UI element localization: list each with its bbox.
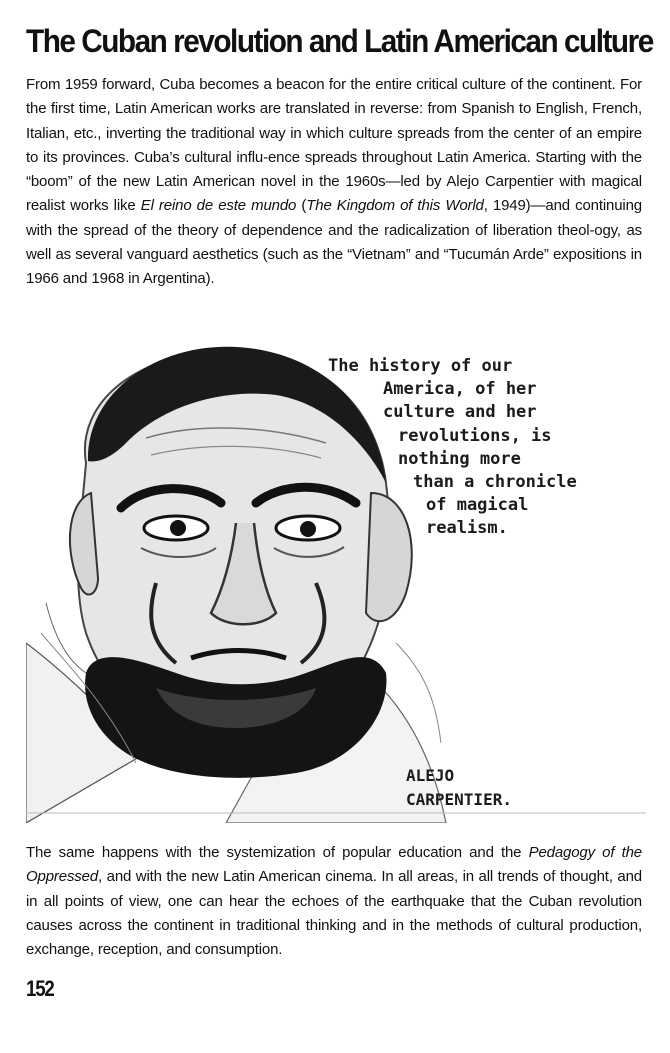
book-title-spanish: El reino de este mundo — [140, 197, 297, 215]
book-title-english: The Kingdom of this World — [306, 197, 484, 215]
intro-text-1: From 1959 forward, Cuba becomes a beacon for the entire critical culture of the continent. For the first time, Latin American works are translated in reverse: from Spanish to English, French, Italian, etc., inverting the traditional way in which culture spreads from the center of an empire to its provinces. Cuba’s cultural influ-ence spreads throughout Latin America. Starting with the “boom” of the new Latin American novel in the 1960s—led by Alejo Carpentier with magical realist works like — [26, 76, 642, 215]
quote-line: revolutions, is — [398, 425, 552, 446]
page-number: 152 — [26, 976, 54, 1001]
quote-line: realism. — [426, 518, 508, 539]
caption-last-name: CARPENTIER. — [406, 790, 512, 809]
carpentier-illustration — [26, 343, 646, 823]
page-title: The Cuban revolution and Latin American culture — [26, 23, 653, 59]
closing-text-2: , and with the new Latin American cinema. In all areas, in all trends of thought, and in all points of view, one can hear the echoes of the earthquake that the Cuban revolution causes across the continent in traditional thinking and in the methods of cultural production, exchange, reception, and consumption. — [26, 868, 642, 959]
quote-line: of magical — [426, 495, 529, 516]
intro-text-2: ( — [296, 197, 307, 215]
intro-paragraph — [26, 73, 642, 292]
closing-paragraph — [26, 841, 642, 962]
quote-line: America, of her — [383, 379, 537, 400]
quote-text — [328, 355, 577, 541]
book-title-pedagogy: Pedagogy of the Oppressed — [26, 844, 642, 886]
closing-text-1: The same happens with the systemization of popular education and the — [26, 844, 529, 861]
quote-line: culture and her — [383, 402, 537, 423]
quote-line: The history of our — [328, 356, 513, 376]
caption-first-name: ALEJO — [406, 766, 455, 785]
quote-line: than a chronicle — [413, 472, 577, 493]
quote-line: nothing more — [398, 448, 521, 469]
intro-text-3: , 1949)—and continuing with the spread of the theory of dependence and the radicalization of liberation theol-ogy, as well as several vanguard aesthetics (such as the “Vietnam” and “Tucumán Arde” expositions in 1966 and 1968 in Argentina). — [26, 197, 642, 288]
illustration-caption — [406, 764, 512, 812]
